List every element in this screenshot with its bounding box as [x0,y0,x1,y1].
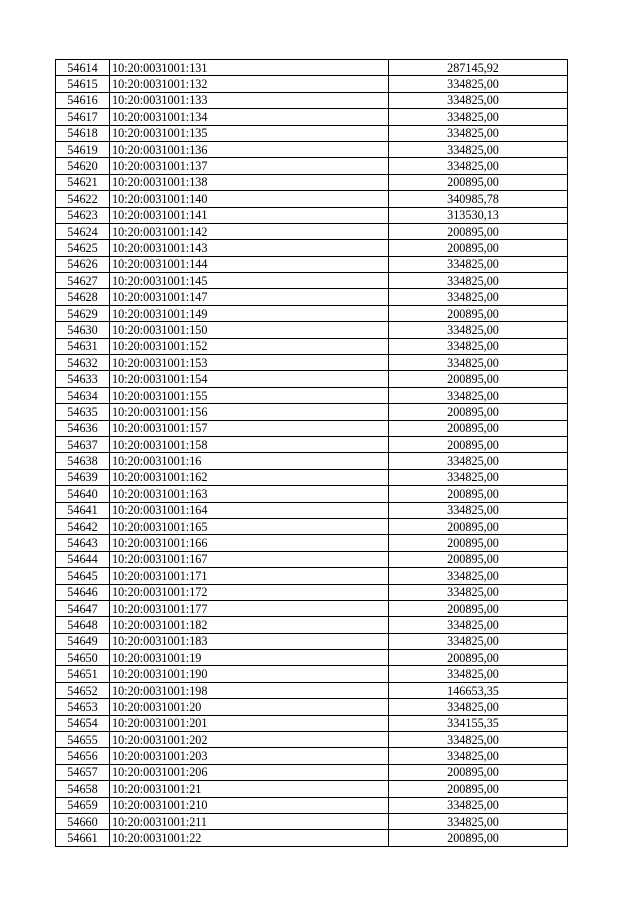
table-row [56,666,568,682]
row-number-cell: 54617 [56,109,110,125]
cadastral-value-cell: 200895,00 [389,305,568,321]
table-body [56,60,568,847]
cadastral-value-cell: 146653,35 [389,682,568,698]
table-row [56,502,568,518]
cadastral-number-cell: 10:20:0031001:133 [110,92,389,108]
cadastral-number-cell: 10:20:0031001:134 [110,109,389,125]
row-number-cell: 54642 [56,518,110,534]
cadastral-value-cell: 200895,00 [389,240,568,256]
row-number-cell: 54635 [56,404,110,420]
cadastral-value-cell: 334825,00 [389,125,568,141]
row-number-cell: 54639 [56,469,110,485]
cadastral-number-cell: 10:20:0031001:153 [110,355,389,371]
table-row [56,240,568,256]
cadastral-value-cell: 334825,00 [389,797,568,813]
cadastral-value-cell: 334155,35 [389,715,568,731]
row-number-cell: 54622 [56,191,110,207]
cadastral-number-cell: 10:20:0031001:202 [110,732,389,748]
cadastral-value-cell: 334825,00 [389,338,568,354]
cadastral-number-cell: 10:20:0031001:136 [110,141,389,157]
row-number-cell: 54657 [56,764,110,780]
row-number-cell: 54625 [56,240,110,256]
table-row [56,813,568,829]
cadastral-value-cell: 334825,00 [389,76,568,92]
table-row [56,584,568,600]
table-row [56,76,568,92]
cadastral-number-cell: 10:20:0031001:210 [110,797,389,813]
row-number-cell: 54620 [56,158,110,174]
row-number-cell: 54627 [56,273,110,289]
table-row [56,158,568,174]
table-row [56,191,568,207]
cadastral-number-cell: 10:20:0031001:211 [110,813,389,829]
cadastral-number-cell: 10:20:0031001:182 [110,617,389,633]
table-row [56,355,568,371]
row-number-cell: 54649 [56,633,110,649]
cadastral-value-cell: 200895,00 [389,650,568,666]
cadastral-number-cell: 10:20:0031001:198 [110,682,389,698]
cadastral-number-cell: 10:20:0031001:166 [110,535,389,551]
cadastral-number-cell: 10:20:0031001:21 [110,781,389,797]
cadastral-number-cell: 10:20:0031001:20 [110,699,389,715]
cadastral-value-cell: 334825,00 [389,568,568,584]
cadastral-number-cell: 10:20:0031001:171 [110,568,389,584]
table-row [56,404,568,420]
row-number-cell: 54636 [56,420,110,436]
table-row [56,387,568,403]
cadastral-value-cell: 334825,00 [389,666,568,682]
table-row [56,535,568,551]
table-row [56,600,568,616]
table-row [56,551,568,567]
cadastral-value-cell: 200895,00 [389,600,568,616]
cadastral-number-cell: 10:20:0031001:154 [110,371,389,387]
cadastral-value-cell: 334825,00 [389,748,568,764]
cadastral-value-cell: 334825,00 [389,617,568,633]
table-row [56,273,568,289]
cadastral-value-cell: 334825,00 [389,732,568,748]
cadastral-value-cell: 334825,00 [389,322,568,338]
table-row [56,92,568,108]
table-row [56,223,568,239]
row-number-cell: 54628 [56,289,110,305]
cadastral-value-cell: 334825,00 [389,813,568,829]
row-number-cell: 54630 [56,322,110,338]
row-number-cell: 54643 [56,535,110,551]
row-number-cell: 54618 [56,125,110,141]
cadastral-value-cell: 334825,00 [389,453,568,469]
cadastral-number-cell: 10:20:0031001:144 [110,256,389,272]
cadastral-number-cell: 10:20:0031001:137 [110,158,389,174]
table-row [56,518,568,534]
table-row [56,125,568,141]
table-row [56,305,568,321]
cadastral-value-cell: 200895,00 [389,535,568,551]
cadastral-value-cell: 200895,00 [389,223,568,239]
table-row [56,207,568,223]
table-row [56,797,568,813]
cadastral-value-cell: 200895,00 [389,486,568,502]
table-row [56,715,568,731]
cadastral-value-cell: 200895,00 [389,781,568,797]
cadastral-value-cell: 334825,00 [389,469,568,485]
cadastral-number-cell: 10:20:0031001:157 [110,420,389,436]
row-number-cell: 54615 [56,76,110,92]
cadastral-value-cell: 200895,00 [389,371,568,387]
cadastral-number-cell: 10:20:0031001:172 [110,584,389,600]
cadastral-value-cell: 200895,00 [389,404,568,420]
cadastral-value-cell: 200895,00 [389,764,568,780]
cadastral-number-cell: 10:20:0031001:143 [110,240,389,256]
cadastral-number-cell: 10:20:0031001:158 [110,436,389,452]
table-row [56,338,568,354]
cadastral-value-cell: 200895,00 [389,174,568,190]
table-row [56,732,568,748]
table-row [56,436,568,452]
table-row [56,256,568,272]
cadastral-number-cell: 10:20:0031001:150 [110,322,389,338]
row-number-cell: 54652 [56,682,110,698]
table-row [56,830,568,846]
cadastral-value-table [55,59,568,847]
table-row [56,322,568,338]
row-number-cell: 54640 [56,486,110,502]
cadastral-number-cell: 10:20:0031001:163 [110,486,389,502]
row-number-cell: 54645 [56,568,110,584]
cadastral-number-cell: 10:20:0031001:138 [110,174,389,190]
row-number-cell: 54631 [56,338,110,354]
table-row [56,781,568,797]
table-row [56,486,568,502]
cadastral-number-cell: 10:20:0031001:203 [110,748,389,764]
row-number-cell: 54626 [56,256,110,272]
row-number-cell: 54632 [56,355,110,371]
cadastral-value-cell: 334825,00 [389,584,568,600]
table-row [56,371,568,387]
cadastral-number-cell: 10:20:0031001:165 [110,518,389,534]
cadastral-number-cell: 10:20:0031001:206 [110,764,389,780]
cadastral-value-cell: 287145,92 [389,60,568,76]
cadastral-value-cell: 200895,00 [389,420,568,436]
row-number-cell: 54621 [56,174,110,190]
table-row [56,633,568,649]
table-row [56,174,568,190]
cadastral-value-cell: 334825,00 [389,273,568,289]
table-row [56,617,568,633]
cadastral-value-cell: 334825,00 [389,158,568,174]
row-number-cell: 54651 [56,666,110,682]
table-row [56,420,568,436]
cadastral-value-cell: 334825,00 [389,109,568,125]
cadastral-value-cell: 200895,00 [389,436,568,452]
table-row [56,60,568,76]
cadastral-number-cell: 10:20:0031001:155 [110,387,389,403]
cadastral-value-cell: 334825,00 [389,699,568,715]
cadastral-value-cell: 340985,78 [389,191,568,207]
cadastral-number-cell: 10:20:0031001:156 [110,404,389,420]
row-number-cell: 54616 [56,92,110,108]
cadastral-value-cell: 334825,00 [389,633,568,649]
cadastral-number-cell: 10:20:0031001:145 [110,273,389,289]
cadastral-number-cell: 10:20:0031001:164 [110,502,389,518]
row-number-cell: 54633 [56,371,110,387]
cadastral-number-cell: 10:20:0031001:135 [110,125,389,141]
cadastral-number-cell: 10:20:0031001:177 [110,600,389,616]
row-number-cell: 54634 [56,387,110,403]
table-row [56,289,568,305]
cadastral-number-cell: 10:20:0031001:141 [110,207,389,223]
cadastral-number-cell: 10:20:0031001:131 [110,60,389,76]
cadastral-value-cell: 334825,00 [389,355,568,371]
cadastral-number-cell: 10:20:0031001:149 [110,305,389,321]
cadastral-value-cell: 334825,00 [389,92,568,108]
cadastral-number-cell: 10:20:0031001:147 [110,289,389,305]
cadastral-number-cell: 10:20:0031001:183 [110,633,389,649]
table-row [56,748,568,764]
cadastral-number-cell: 10:20:0031001:132 [110,76,389,92]
row-number-cell: 54658 [56,781,110,797]
cadastral-value-cell: 334825,00 [389,502,568,518]
cadastral-number-cell: 10:20:0031001:16 [110,453,389,469]
row-number-cell: 54637 [56,436,110,452]
row-number-cell: 54646 [56,584,110,600]
table-row [56,453,568,469]
row-number-cell: 54641 [56,502,110,518]
cadastral-number-cell: 10:20:0031001:19 [110,650,389,666]
cadastral-number-cell: 10:20:0031001:152 [110,338,389,354]
row-number-cell: 54644 [56,551,110,567]
row-number-cell: 54624 [56,223,110,239]
row-number-cell: 54661 [56,830,110,846]
cadastral-value-cell: 334825,00 [389,256,568,272]
cadastral-value-cell: 313530,13 [389,207,568,223]
table-row [56,682,568,698]
cadastral-number-cell: 10:20:0031001:140 [110,191,389,207]
cadastral-value-cell: 200895,00 [389,830,568,846]
table-row [56,650,568,666]
cadastral-number-cell: 10:20:0031001:22 [110,830,389,846]
table-row [56,141,568,157]
table-row [56,568,568,584]
cadastral-value-cell: 200895,00 [389,551,568,567]
row-number-cell: 54619 [56,141,110,157]
row-number-cell: 54614 [56,60,110,76]
row-number-cell: 54647 [56,600,110,616]
row-number-cell: 54623 [56,207,110,223]
row-number-cell: 54653 [56,699,110,715]
row-number-cell: 54654 [56,715,110,731]
row-number-cell: 54648 [56,617,110,633]
row-number-cell: 54660 [56,813,110,829]
cadastral-value-cell: 334825,00 [389,387,568,403]
cadastral-number-cell: 10:20:0031001:142 [110,223,389,239]
cadastral-value-cell: 334825,00 [389,289,568,305]
row-number-cell: 54638 [56,453,110,469]
cadastral-number-cell: 10:20:0031001:201 [110,715,389,731]
cadastral-number-cell: 10:20:0031001:162 [110,469,389,485]
row-number-cell: 54659 [56,797,110,813]
cadastral-number-cell: 10:20:0031001:167 [110,551,389,567]
row-number-cell: 54650 [56,650,110,666]
cadastral-number-cell: 10:20:0031001:190 [110,666,389,682]
table-row [56,469,568,485]
table-row [56,699,568,715]
table-row [56,109,568,125]
table-row [56,764,568,780]
row-number-cell: 54656 [56,748,110,764]
row-number-cell: 54629 [56,305,110,321]
row-number-cell: 54655 [56,732,110,748]
cadastral-value-cell: 334825,00 [389,141,568,157]
cadastral-value-cell: 200895,00 [389,518,568,534]
